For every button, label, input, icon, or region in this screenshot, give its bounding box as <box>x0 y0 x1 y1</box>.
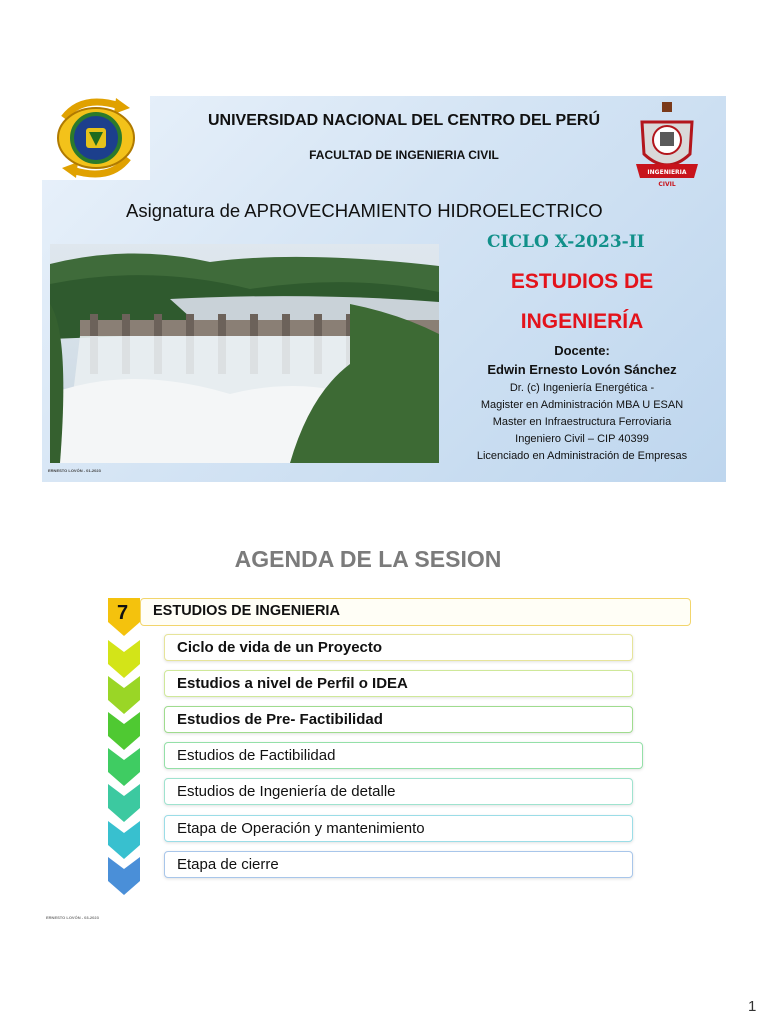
university-name: UNIVERSIDAD NACIONAL DEL CENTRO DEL PERÚ <box>207 112 601 129</box>
slide-footer: ERNESTO LOVÓN - 01-2023 <box>48 468 101 473</box>
chevron-down-icon <box>108 748 140 786</box>
agenda-title: AGENDA DE LA SESION <box>234 546 502 572</box>
agenda-item-label: Estudios a nivel de Perfil o IDEA <box>177 675 408 692</box>
credential-line: Licenciado en Administración de Empresas <box>476 450 688 462</box>
dam-photo <box>50 244 439 463</box>
section-number: 7 <box>117 602 129 624</box>
docente-label: Docente: <box>554 343 610 358</box>
credential-line: Master en Infraestructura Ferroviaria <box>492 416 672 428</box>
agenda-item-label: Ciclo de vida de un Proyecto <box>177 639 383 656</box>
chevron-down-icon <box>108 676 140 714</box>
chevron-down-icon <box>108 712 140 750</box>
topic-title-line2: INGENIERÍA <box>520 310 644 333</box>
agenda-item-label: Estudios de Ingeniería de detalle <box>177 783 396 800</box>
chevron-down-icon <box>108 857 140 895</box>
agenda-item-label: Estudios de Pre- Factibilidad <box>177 711 383 728</box>
agenda-item <box>164 778 633 805</box>
agenda-item-label: Etapa de cierre <box>177 856 279 873</box>
svg-text:CIVIL: CIVIL <box>658 181 676 188</box>
agenda-item <box>164 706 633 733</box>
chevron-down-icon <box>108 640 140 678</box>
chevron-down-icon <box>108 821 140 859</box>
university-logo <box>42 96 150 180</box>
faculty-name: FACULTAD DE INGENIERIA CIVIL <box>309 148 499 162</box>
docente-name: Edwin Ernesto Lovón Sánchez <box>487 362 677 377</box>
page-number: 1 <box>748 998 757 1015</box>
chevron-down-icon <box>108 784 140 822</box>
course-title: Asignatura de APROVECHAMIENTO HIDROELECTRICO <box>126 200 603 221</box>
slide-footer: ERNESTO LOVÓN - 03-2023 <box>46 915 99 920</box>
credential-line: Magister en Administración MBA U ESAN <box>480 399 684 411</box>
agenda-item <box>164 670 633 697</box>
section-header <box>140 598 691 626</box>
credential-line: Dr. (c) Ingeniería Energética - <box>509 382 655 394</box>
section-title: ESTUDIOS DE INGENIERIA <box>153 603 340 619</box>
agenda-item <box>164 851 633 878</box>
agenda-item-label: Etapa de Operación y mantenimiento <box>177 820 425 837</box>
agenda-item-label: Estudios de Factibilidad <box>177 747 336 764</box>
topic-title-line1: ESTUDIOS DE <box>510 270 654 293</box>
title-slide <box>42 96 726 482</box>
agenda-item <box>164 742 643 769</box>
section-number-badge <box>108 598 140 636</box>
credential-line: Ingeniero Civil – CIP 40399 <box>515 433 649 445</box>
agenda-item <box>164 815 633 842</box>
cycle-label: CICLO X-2023-II <box>487 232 645 252</box>
svg-text:INGENIERIA: INGENIERIA <box>647 169 687 176</box>
agenda-item <box>164 634 633 661</box>
